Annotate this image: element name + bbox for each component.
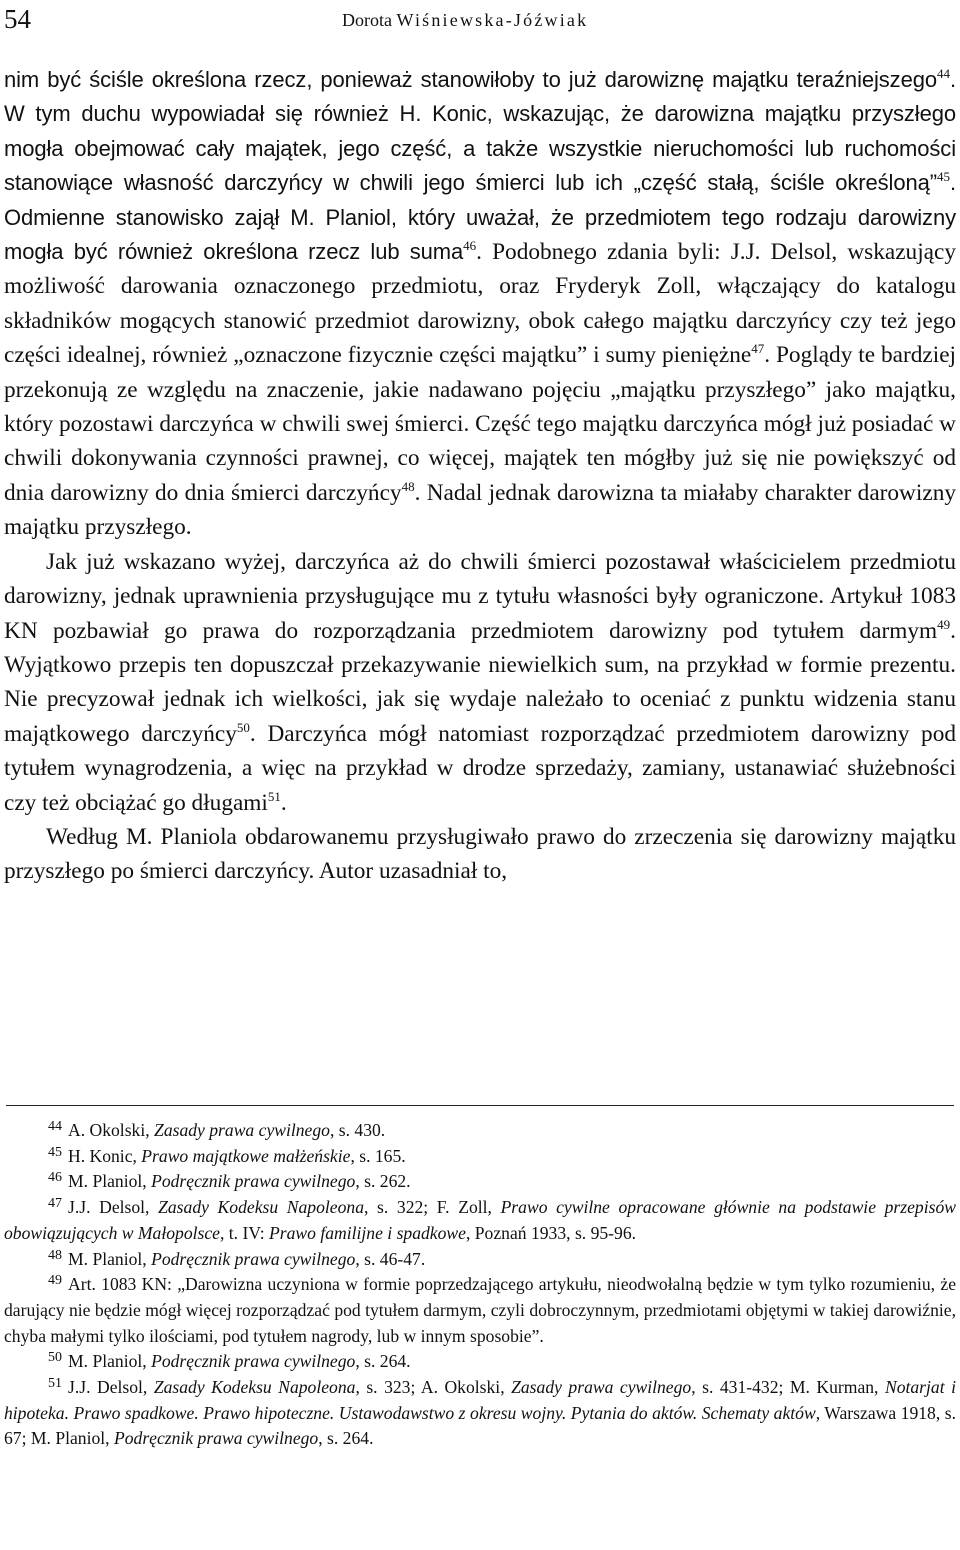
footnote-text: , s. 165. — [350, 1145, 406, 1166]
paragraph-1 — [4, 63, 956, 545]
footnote-title: Notarjat i hipoteka. Prawo spadkowe. Prawo hipoteczne. Ustawodawstwo z okresu wojny. Pytania do aktów. Schematy aktów — [4, 1377, 956, 1423]
footnote-text: A. Okolski, — [68, 1120, 155, 1140]
text-run: . Darczyńca mógł natomiast rozporządzać przedmiotem darowizny pod tytułem wynagrodzenia, a więc na przykład w drodze sprzedaży, zamiany, ustanawiać służebności czy też obciążać go długami — [4, 720, 956, 816]
footnote-50 — [4, 1349, 956, 1375]
footnote-ref-45[interactable]: 45 — [936, 169, 950, 185]
text-run: . Poglądy te bardziej przekonują ze względu na znaczenie, jakie nadawano pojęciu „majątku przyszłego” jako majątku, który pozostawi darczyńca w chwili swej śmierci. Część tego majątku darczyńca mógł już posiadać w chwili dokonywania czynności prawnej, co więcej, majątek ten mógłby już się nie powiększyć od dnia darowizny do dnia śmierci darczyńcy — [4, 342, 957, 506]
footnote-text: J.J. Delsol, — [68, 1197, 159, 1218]
footnote-text: , s. 264. — [355, 1351, 411, 1372]
footnote-ref-48[interactable]: 48 — [401, 478, 415, 494]
page-header — [4, 4, 956, 34]
footnote-number: 49 — [48, 1273, 62, 1289]
text-run: . — [280, 789, 287, 816]
footnote-ref-49[interactable]: 49 — [937, 616, 951, 632]
footnote-text: H. Konic, — [68, 1145, 142, 1166]
footnote-ref-50[interactable]: 50 — [236, 719, 250, 735]
footnote-text: , s. 264. — [318, 1428, 374, 1449]
footnote-number: 48 — [48, 1247, 62, 1263]
footnote-45 — [4, 1144, 956, 1170]
author-last-name: Wiśniewska-Jóźwiak — [396, 10, 589, 30]
footnote-text: , t. IV: — [219, 1222, 270, 1243]
footnote-text: , s. 262. — [355, 1171, 411, 1192]
footnote-number: 46 — [48, 1170, 62, 1186]
footnote-text: M. Planiol, — [68, 1351, 152, 1372]
text-run: . Nadal jednak darowizna ta miałaby charakter darowizny majątku przyszłego. — [4, 479, 956, 541]
footnote-49 — [4, 1272, 956, 1349]
footnote-44 — [4, 1118, 956, 1144]
text-run: . Podobnego zdania byli: J.J. Delsol, wskazujący możliwość darowania oznaczonego przedmiotu, oraz Fryderyk Zoll, włączający do katalogu składników mogących stanowić przedmiot darowizny, obok całego majątku darczyńcy czy też jego części idealnej, również „oznaczone fizycznie części majątku” i sumy pieniężne — [4, 239, 956, 369]
page-number: 54 — [4, 4, 31, 34]
footnote-divider — [6, 1105, 954, 1106]
footnote-text: , s. 46-47. — [355, 1248, 426, 1269]
footnote-title: Zasady prawa cywilnego — [154, 1120, 330, 1140]
author-first-name: Dorota — [342, 10, 392, 30]
footnote-title: Podręcznik prawa cywilnego — [151, 1351, 356, 1372]
footnote-title: Podręcznik prawa cywilnego — [113, 1428, 319, 1449]
footnote-title: Zasady prawa cywilnego — [511, 1377, 692, 1398]
footnote-title: Zasady Kodeksu Napoleona — [153, 1377, 356, 1398]
running-head — [342, 9, 588, 31]
footnote-text: , s. 323; A. Okolski, — [355, 1377, 512, 1398]
footnote-number: 51 — [48, 1376, 62, 1392]
footnote-48 — [4, 1247, 956, 1273]
main-text — [4, 63, 956, 889]
footnote-title: Podręcznik prawa cywilnego — [151, 1248, 356, 1269]
footnote-text: M. Planiol, — [68, 1171, 152, 1192]
footnote-text: J.J. Delsol, — [68, 1377, 154, 1398]
footnote-text: Art. 1083 KN: „Darowizna uczyniona w formie poprzedzającego artykułu, nieodwołalną będzie w tym tylko rozumieniu, że darujący nie będzie mógł więcej rozporządzać pod tytułem darmym, czyli dobroczynnym, przedmiotami objętymi w takiej darowiźnie, chyba małymi tylko ilościami, pod tytułem nagrody, lub w innym sposobie”. — [4, 1274, 956, 1346]
footnotes — [4, 1118, 956, 1452]
footnote-ref-51[interactable]: 51 — [267, 788, 281, 804]
footnote-title: Prawo majątkowe małżeńskie — [141, 1145, 351, 1166]
footnote-title: Prawo cywilne opracowane głównie na podstawie przepisów obowiązujących w Małopolsce — [4, 1197, 956, 1243]
footnote-number: 50 — [48, 1350, 62, 1366]
footnote-ref-44[interactable]: 44 — [936, 66, 950, 81]
text-run: nim być ściśle określona rzecz, ponieważ stanowiłoby to już darowiznę majątku teraźniejszego — [4, 67, 937, 92]
text-run: . Odmienne stanowisko zajął M. Planiol, który uważał, że przedmiotem tego rodzaju darowizny mogła być również określona rzecz lub suma — [4, 170, 956, 265]
footnote-46 — [4, 1169, 956, 1195]
paragraph-2 — [4, 545, 956, 820]
footnote-47 — [4, 1195, 956, 1246]
footnote-text: , s. 322; F. Zoll, — [364, 1197, 501, 1218]
footnote-text: , s. 430. — [329, 1120, 386, 1140]
footnote-ref-46[interactable]: 46 — [463, 238, 477, 254]
footnote-text: , Warszawa 1918, s. 67; M. Planiol, — [4, 1402, 956, 1449]
footnote-51 — [4, 1375, 956, 1452]
footnote-number: 44 — [48, 1119, 62, 1134]
footnote-ref-47[interactable]: 47 — [751, 341, 765, 357]
paragraph-3: Według M. Planiola obdarowanemu przysługiwało prawo do zrzeczenia się darowizny majątku przyszłego po śmierci darczyńcy. Autor uzasadniał to, — [4, 823, 956, 885]
footnote-title: Prawo familijne i spadkowe — [269, 1222, 466, 1243]
text-run: . Wyjątkowo przepis ten dopuszczał przekazywanie niewielkich sum, na przykład w formie prezentu. Nie precyzował jednak ich wielkości, jak się wydaje należało to oceniać z punktu widzenia stanu majątkowego darczyńcy — [4, 617, 956, 747]
footnote-text: , s. 431-432; M. Kurman, — [691, 1377, 885, 1398]
footnote-text: M. Planiol, — [68, 1248, 152, 1269]
footnote-number: 47 — [48, 1196, 62, 1212]
text-run: . W tym duchu wypowiadał się również H. Konic, wskazując, że darowizna majątku przyszłego mogła obejmować cały majątek, jego część, a także wszystkie nieruchomości lub ruchomości stanowiące własność darczyńcy w chwili jego śmierci lub ich „część stałą, ściśle określoną” — [4, 67, 956, 196]
footnote-title: Zasady Kodeksu Napoleona — [158, 1197, 364, 1218]
text-run: Jak już wskazano wyżej, darczyńca aż do chwili śmierci pozostawał właścicielem przedmiotu darowizny, jednak uprawnienia przysługujące mu z tytułu własności były ograniczone. Artykuł 1083 KN pozbawiał go prawa do rozporządzania przedmiotem darowizny pod tytułem darmym — [4, 548, 956, 644]
footnote-text: , Poznań 1933, s. 95-96. — [465, 1222, 637, 1243]
footnote-title: Podręcznik prawa cywilnego — [151, 1171, 356, 1192]
footnote-number: 45 — [48, 1144, 62, 1160]
